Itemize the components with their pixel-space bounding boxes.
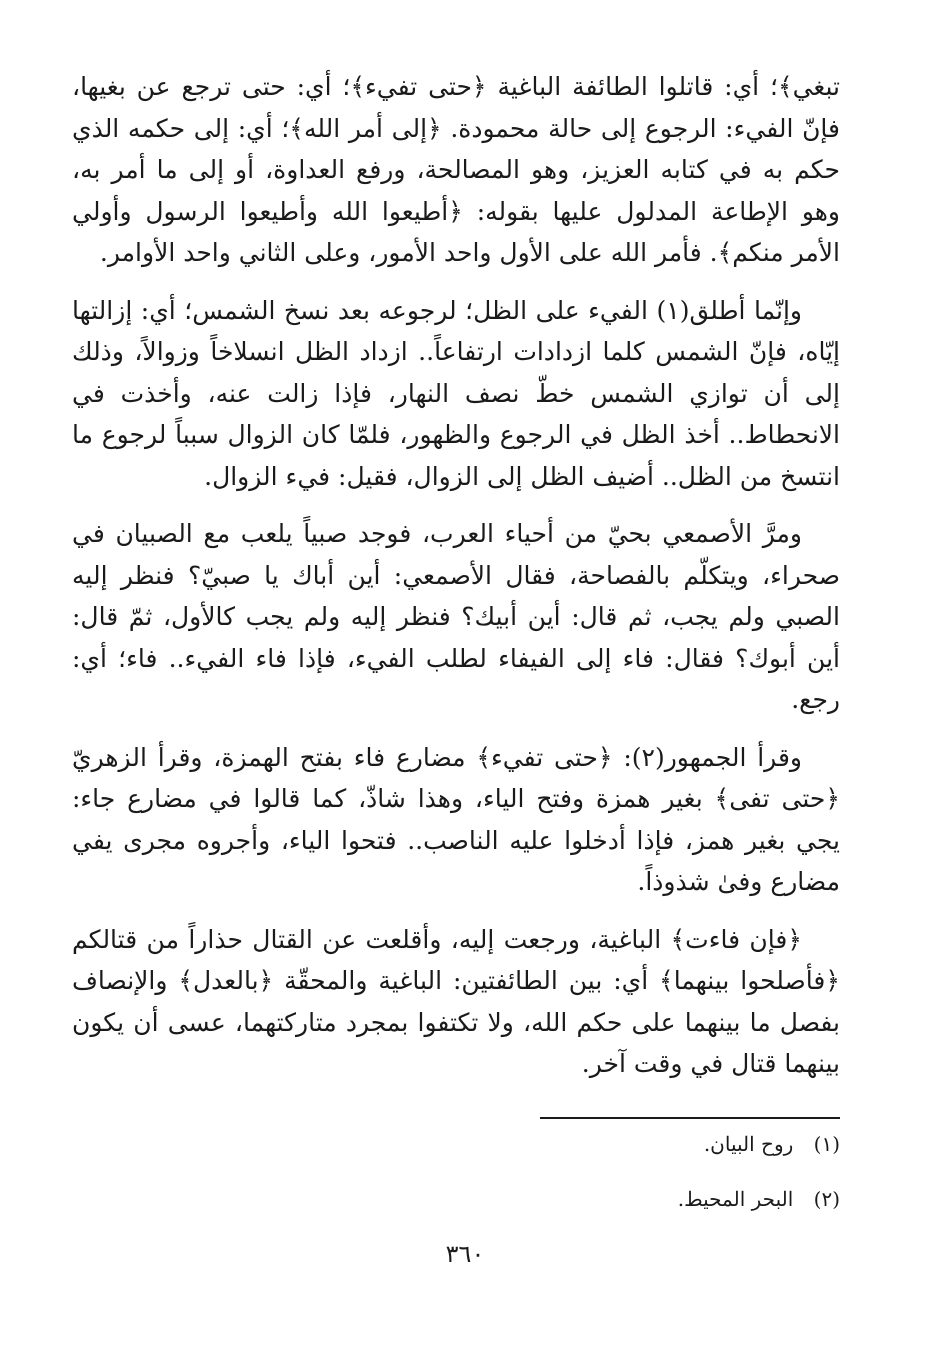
paragraph-4: وقرأ الجمهور(٢): ﴿حتى تفيء﴾ مضارع فاء بفتح الهمزة، وقرأ الزهريّ ﴿حتى تفى﴾ بغير همزة وفتح الياء، وهذا شاذّ، كما قالوا في مضارع جاء: يجي بغير همز، فإذا أدخلوا عليه الناصب.. فتحوا الياء، وأجروه مجرى يفي مضارع وفىٰ شذوذاً. [72, 742, 840, 896]
footnote-number: (٢) [813, 1187, 840, 1211]
footnotes [340, 1131, 840, 1241]
main-text [72, 66, 840, 1101]
footnote-text: روح البيان. [703, 1132, 794, 1156]
paragraph-3: ومرَّ الأصمعي بحيّ من أحياء العرب، فوجد صبياً يلعب مع الصبيان في صحراء، ويتكلّم بالفصاحة، فقال الأصمعي: أين أباك يا صبيّ؟ فنظر إليه الصبي ولم يجب، ثم قال: أين أبيك؟ فنظر إليه ولم يجب كالأول، ثمّ قال: أين أبوك؟ فقال: فاء إلى الفيفاء لطلب الفيء، فإذا فاء الفيء.. فاء؛ أي: رجع. [72, 519, 840, 714]
paragraph-1: تبغي﴾؛ أي: قاتلوا الطائفة الباغية ﴿حتى تفيء﴾؛ أي: حتى ترجع عن بغيها، فإنّ الفيء: الرجوع إلى حالة محمودة. ﴿إلى أمر الله﴾؛ أي: إلى حكمه الذي حكم به في كتابه العزيز، وهو المصالحة، ورفع العداوة، أو إلى ما أمر به، وهو الإطاعة المدلول عليها بقوله: ﴿أطيعوا الله وأطيعوا الرسول وأولي الأمر منكم﴾. فأمر الله على الأول واحد الأمور، وعلى الثاني واحد الأوامر. [72, 72, 840, 267]
footnote-text: البحر المحيط. [677, 1187, 794, 1211]
footnote-separator [540, 1117, 840, 1119]
page-number: ٣٦٠ [445, 1240, 485, 1268]
footnote-2 [340, 1186, 840, 1212]
paragraph-2: وإنّما أطلق(١) الفيء على الظل؛ لرجوعه بعد نسخ الشمس؛ أي: إزالتها إيّاه، فإنّ الشمس كلما ازدادات ارتفاعاً.. ازداد الظل انسلاخاً وزوالاً، وذلك إلى أن توازي الشمس خطّ نصف النهار، فإذا زالت عنه، وأخذت في الانحطاط.. أخذ الظل في الرجوع والظهور، فلمّا كان الزوال سبباً لرجوع ما انتسخ من الظل.. أضيف الظل إلى الزوال، فقيل: فيء الزوال. [72, 295, 840, 491]
footnote-number: (١) [813, 1132, 840, 1156]
footnote-1 [340, 1131, 840, 1157]
paragraph-5: ﴿فإن فاءت﴾ الباغية، ورجعت إليه، وأقلعت عن القتال حذاراً من قتالكم ﴿فأصلحوا بينهما﴾ أي: بين الطائفتين: الباغية والمحقّة ﴿بالعدل﴾ والإنصاف بفصل ما بينهما على حكم الله، ولا تكتفوا بمجرد متاركتهما، عسى أن يكون بينهما قتال في وقت آخر. [72, 924, 840, 1078]
